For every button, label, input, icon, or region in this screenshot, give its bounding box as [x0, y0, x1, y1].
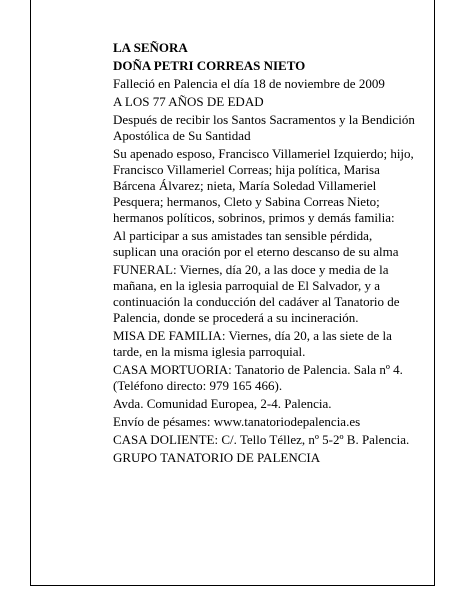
mortuary-info: CASA MORTUORIA: Tanatorio de Palencia. Sala nº 4. (Teléfono directo: 979 165 466). [113, 362, 403, 393]
obituary-text [113, 40, 418, 468]
group-signature: GRUPO TANATORIO DE PALENCIA [113, 450, 321, 465]
mourning-house-info: CASA DOLIENTE: C/. Tello Téllez, nº 5-2º B. Palencia. [113, 432, 410, 447]
notice-heading-1: LA SEÑORA [113, 40, 188, 55]
death-line: Falleció en Palencia el día 18 de noviembre de 2009 [113, 76, 385, 91]
family-mass-info: MISA DE FAMILIA: Viernes, día 20, a las siete de la tarde, en la misma iglesia parroquial. [113, 328, 392, 359]
age-line: A LOS 77 AÑOS DE EDAD [113, 94, 264, 109]
funeral-info: FUNERAL: Viernes, día 20, a las doce y media de la mañana, en la iglesia parroquial de El Salvador, y a continuación la conducción del cadáver al Tanatorio de Palencia, donde se procederá a su incineración. [113, 262, 400, 325]
deceased-name: DOÑA PETRI CORREAS NIETO [113, 58, 306, 73]
prayer-request: Al participar a sus amistades tan sensible pérdida, suplican una oración por el eterno descanso de su alma [113, 228, 399, 259]
condolences-line: Envío de pésames: www.tanatoriodepalencia.es [113, 414, 361, 429]
address-line: Avda. Comunidad Europea, 2-4. Palencia. [113, 396, 332, 411]
family-paragraph: Su apenado esposo, Francisco Villameriel Izquierdo; hijo, Francisco Villameriel Correas; hija política, Marisa Bárcena Álvarez; nieta, María Soledad Villameriel Pesquera; hermanos, Cleto y Sabina Correas Nieto; hermanos políticos, sobrinos, primos y demás familia: [113, 146, 414, 225]
sacraments-line: Después de recibir los Santos Sacramentos y la Bendición Apostólica de Su Santidad [113, 112, 415, 143]
